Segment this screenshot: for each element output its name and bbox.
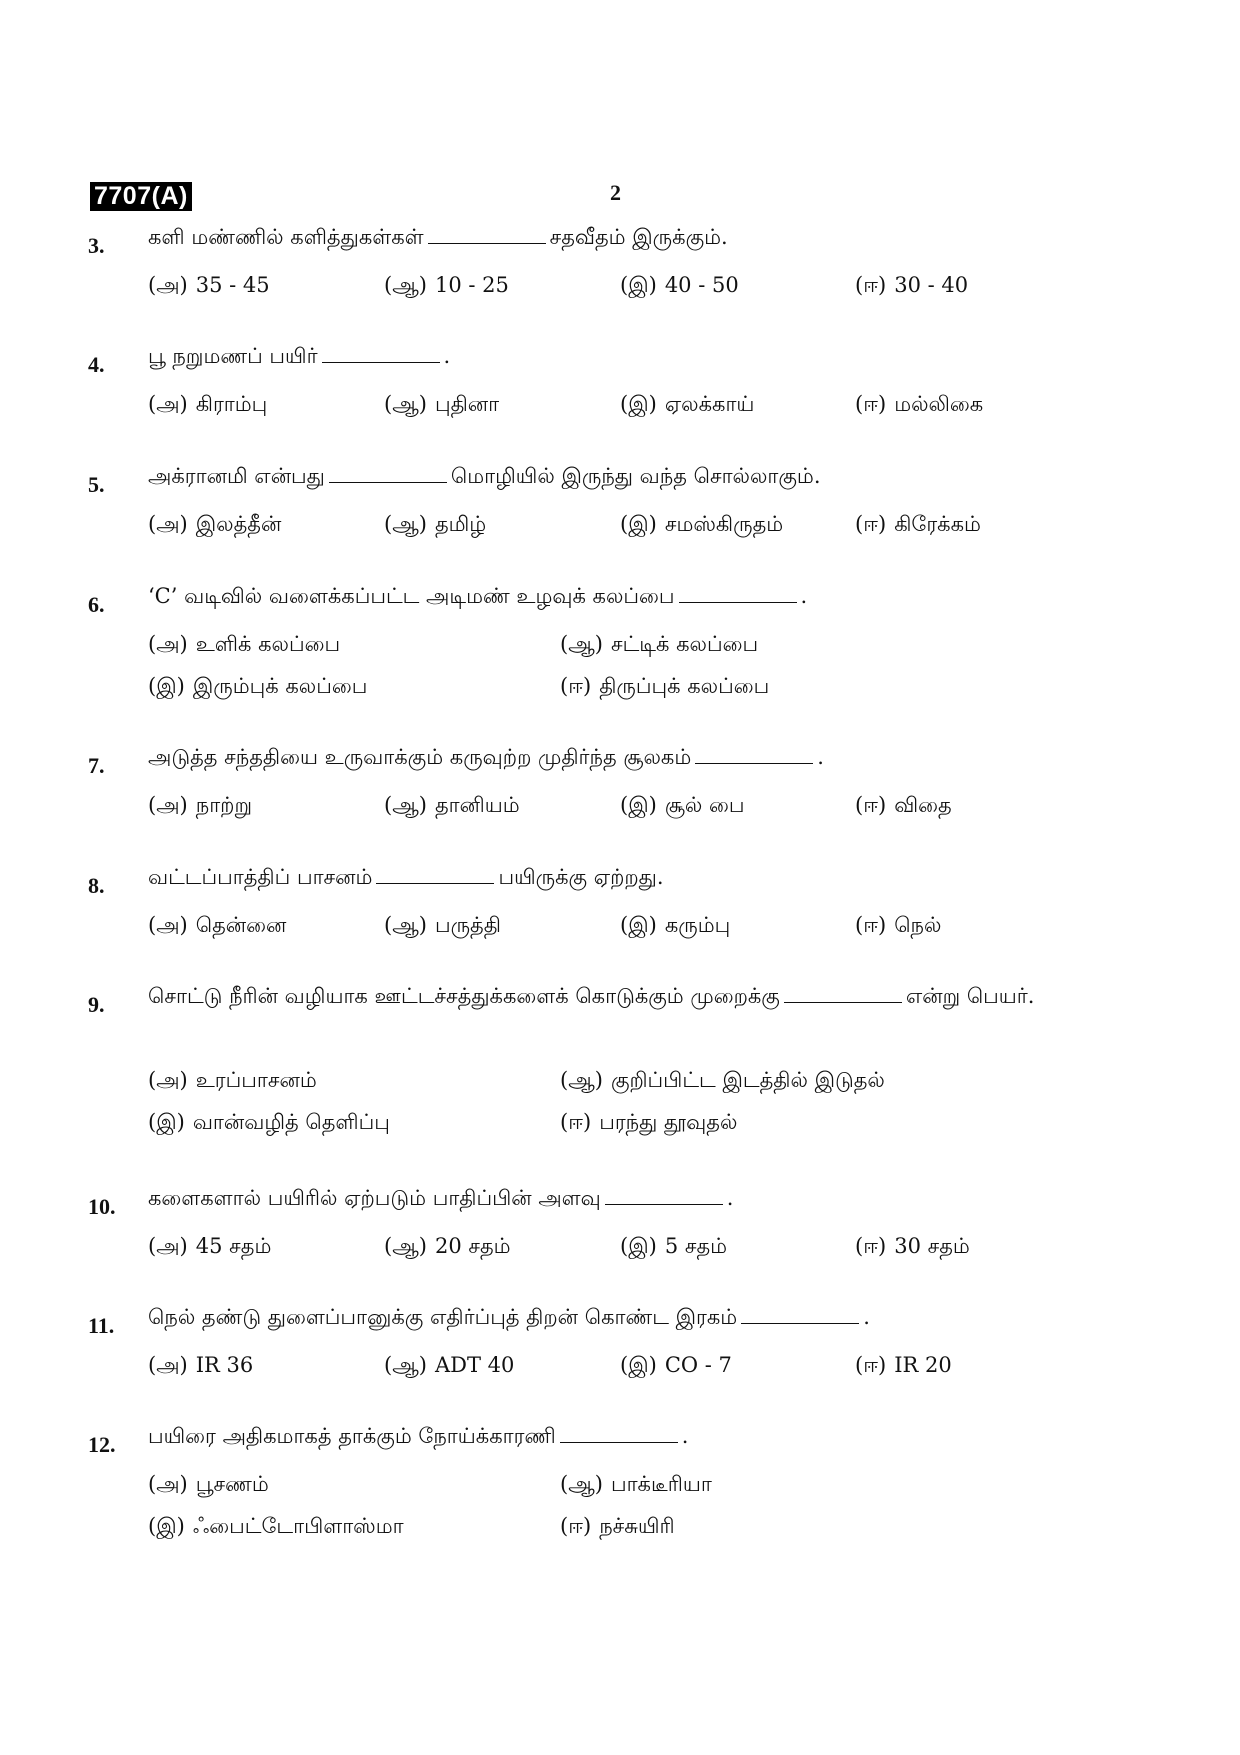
option-c: (இ) 40 - 50 [620, 273, 739, 297]
option-c: (இ) கரும்பு [620, 913, 731, 937]
question-7 [0, 745, 1240, 831]
answer-blank [695, 743, 813, 764]
answer-blank [322, 342, 440, 363]
question-text: களைகளால் பயிரில் ஏற்படும் பாதிப்பின் அளவு [148, 1186, 601, 1210]
answer-blank [784, 982, 902, 1003]
question-8 [0, 865, 1240, 951]
question-text-end: . [863, 1305, 870, 1329]
question-number: 11. [88, 1313, 115, 1338]
question-text: களி மண்ணில் களித்துகள்கள் [148, 225, 424, 249]
option-a: (அ) பூசணம் [148, 1472, 269, 1496]
question-number: 4. [88, 352, 105, 377]
option-a: (அ) தென்னை [148, 913, 287, 937]
option-a: (அ) உரப்பாசனம் [148, 1068, 317, 1092]
question-9 [0, 984, 1240, 1148]
question-number: 12. [88, 1432, 116, 1457]
option-d: (ஈ) மல்லிகை [855, 392, 984, 416]
question-text: அடுத்த சந்ததியை உருவாக்கும் கருவுற்ற முதிர்ந்த சூலகம் [148, 745, 692, 769]
option-b: (ஆ) புதினா [384, 392, 500, 416]
question-text-end: பயிருக்கு ஏற்றது. [498, 865, 664, 889]
answer-blank [376, 863, 494, 884]
question-text: பூ நறுமணப் பயிர் [148, 344, 318, 368]
question-text: அக்ரானமி என்பது [148, 464, 325, 488]
answer-blank [741, 1303, 859, 1324]
question-text: பயிரை அதிகமாகத் தாக்கும் நோய்க்காரணி [148, 1424, 556, 1448]
question-text: சொட்டு நீரின் வழியாக ஊட்டச்சத்துக்களைக் கொடுக்கும் முறைக்கு [148, 984, 780, 1008]
question-number: 8. [88, 873, 105, 898]
answer-blank [679, 582, 797, 603]
option-d: (ஈ) நெல் [855, 913, 942, 937]
page-number: 2 [610, 180, 621, 205]
question-text: ‘C’ வடிவில் வளைக்கப்பட்ட அடிமண் உழவுக் கலப்பை [148, 584, 675, 608]
question-number: 5. [88, 472, 105, 497]
option-a: (அ) கிராம்பு [148, 392, 268, 416]
option-a: (அ) IR 36 [148, 1353, 254, 1377]
answer-blank [560, 1422, 678, 1443]
question-text-end: என்று பெயர். [905, 984, 1035, 1008]
option-d: (ஈ) கிரேக்கம் [855, 512, 981, 536]
option-b: (ஆ) ADT 40 [384, 1353, 515, 1377]
question-number: 7. [88, 753, 105, 778]
option-c: (இ) CO - 7 [620, 1353, 732, 1377]
paper-code: 7707(A) [90, 182, 192, 211]
question-text-end: . [681, 1424, 689, 1448]
option-b: (ஆ) பருத்தி [384, 913, 501, 937]
option-d: (ஈ) விதை [855, 793, 952, 817]
option-d: (ஈ) 30 - 40 [855, 273, 969, 297]
option-a: (அ) 35 - 45 [148, 273, 270, 297]
question-text-end: . [443, 344, 451, 368]
option-a: (அ) 45 சதம் [148, 1234, 272, 1258]
option-a: (அ) இலத்தீன் [148, 512, 282, 536]
option-c: (இ) ஃபைட்டோபிளாஸ்மா [148, 1514, 404, 1538]
question-3 [0, 225, 1240, 311]
option-b: (ஆ) பாக்டீரியா [560, 1472, 712, 1496]
option-c: (இ) சூல் பை [620, 793, 745, 817]
question-5 [0, 464, 1240, 550]
option-b: (ஆ) 10 - 25 [384, 273, 509, 297]
question-10 [0, 1186, 1240, 1272]
option-c: (இ) 5 சதம் [620, 1234, 728, 1258]
option-b: (ஆ) குறிப்பிட்ட இடத்தில் இடுதல் [560, 1068, 885, 1092]
option-c: (இ) சமஸ்கிருதம் [620, 512, 784, 536]
question-6 [0, 584, 1240, 712]
answer-blank [428, 223, 546, 244]
question-text-end: மொழியில் இருந்து வந்த சொல்லாகும். [450, 464, 821, 488]
option-d: (ஈ) பரந்து தூவுதல் [560, 1110, 738, 1134]
question-number: 9. [88, 992, 105, 1017]
question-text-end: சதவீதம் இருக்கும். [549, 225, 728, 249]
question-11 [0, 1305, 1240, 1391]
option-c: (இ) இரும்புக் கலப்பை [148, 674, 368, 698]
question-text: வட்டப்பாத்திப் பாசனம் [148, 865, 373, 889]
option-a: (அ) உளிக் கலப்பை [148, 632, 341, 656]
option-a: (அ) நாற்று [148, 793, 253, 817]
answer-blank [605, 1184, 723, 1205]
question-text-end: . [726, 1186, 734, 1210]
question-number: 6. [88, 592, 105, 617]
question-12 [0, 1424, 1240, 1552]
option-d: (ஈ) IR 20 [855, 1353, 952, 1377]
option-c: (இ) வான்வழித் தெளிப்பு [148, 1110, 390, 1134]
option-b: (ஆ) 20 சதம் [384, 1234, 511, 1258]
option-b: (ஆ) தமிழ் [384, 512, 487, 536]
answer-blank [329, 462, 447, 483]
question-4 [0, 344, 1240, 430]
option-b: (ஆ) சட்டிக் கலப்பை [560, 632, 759, 656]
question-number: 3. [88, 233, 105, 258]
option-d: (ஈ) திருப்புக் கலப்பை [560, 674, 770, 698]
option-d: (ஈ) 30 சதம் [855, 1234, 970, 1258]
option-c: (இ) ஏலக்காய் [620, 392, 755, 416]
question-number: 10. [88, 1194, 116, 1219]
option-d: (ஈ) நச்சுயிரி [560, 1514, 675, 1538]
question-text-end: . [817, 745, 824, 769]
option-b: (ஆ) தானியம் [384, 793, 520, 817]
question-text-end: . [800, 584, 808, 608]
question-text: நெல் தண்டு துளைப்பானுக்கு எதிர்ப்புத் திறன் கொண்ட இரகம் [148, 1305, 738, 1329]
